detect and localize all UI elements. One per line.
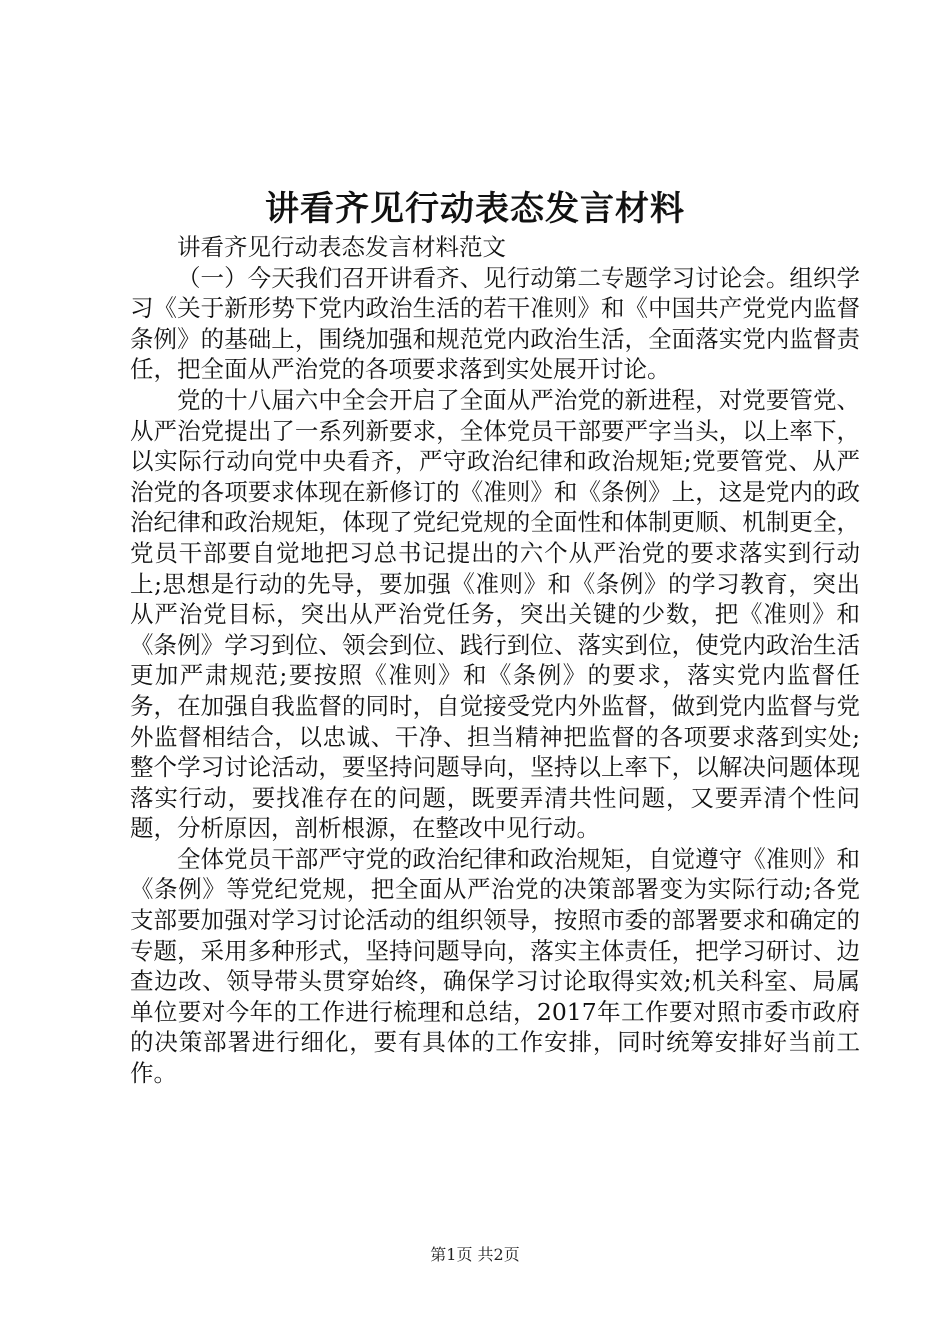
page-number-footer: 第1页 共2页 [430, 1245, 520, 1264]
paragraph-2: 党的十八届六中全会开启了全面从严治党的新进程，对党要管党、从严治党提出了一系列新要求，全体党员干部要严字当头，以上率下，以实际行动向党中央看齐，严守政治纪律和政治规矩;党要管党、从严治党的各项要求体现在新修订的《准则》和《条例》上，这是党内的政治纪律和政治规矩，体现了党纪党规的全面性和体制更顺、机制更全，党员干部要自觉地把习总书记提出的六个从严治党的要求落实到行动上;思想是行动的先导，要加强《准则》和《条例》的学习教育，突出从严治党目标，突出从严治党任务，突出关键的少数，把《准则》和《条例》学习到位、领会到位、践行到位、落实到位，使党内政治生活更加严肃规范;要按照《准则》和《条例》的要求，落实党内监督任务，在加强自我监督的同时，自觉接受党内外监督，做到党内监督与党外监督相结合，以忠诚、干净、担当精神把监督的各项要求落到实处;整个学习讨论活动，要坚持问题导向，坚持以上率下，以解决问题体现落实行动，要找准存在的问题，既要弄清共性问题，又要弄清个性问题，分析原因，剖析根源，在整改中见行动。 [130, 385, 860, 843]
document-subtitle: 讲看齐见行动表态发言材料范文 [177, 233, 506, 261]
document-body [130, 232, 860, 1089]
document-title: 讲看齐见行动表态发言材料 [265, 189, 685, 229]
paragraph-1: （一）今天我们召开讲看齐、见行动第二专题学习讨论会。组织学习《关于新形势下党内政治生活的若干准则》和《中国共产党党内监督条例》的基础上，围绕加强和规范党内政治生活，全面落实党内监督责任，把全面从严治党的各项要求落到实处展开讨论。 [130, 263, 860, 384]
paragraph-3: 全体党员干部严守党的政治纪律和政治规矩，自觉遵守《准则》和《条例》等党纪党规，把全面从严治党的决策部署变为实际行动;各党支部要加强对学习讨论活动的组织领导，按照市委的部署要求和确定的专题，采用多种形式，坚持问题导向，落实主体责任，把学习研讨、边查边改、领导带头贯穿始终，确保学习讨论取得实效;机关科室、局属单位要对今年的工作进行梳理和总结，2017年工作要对照市委市政府的决策部署进行细化，要有具体的工作安排，同时统筹安排好当前工作。 [130, 844, 860, 1088]
